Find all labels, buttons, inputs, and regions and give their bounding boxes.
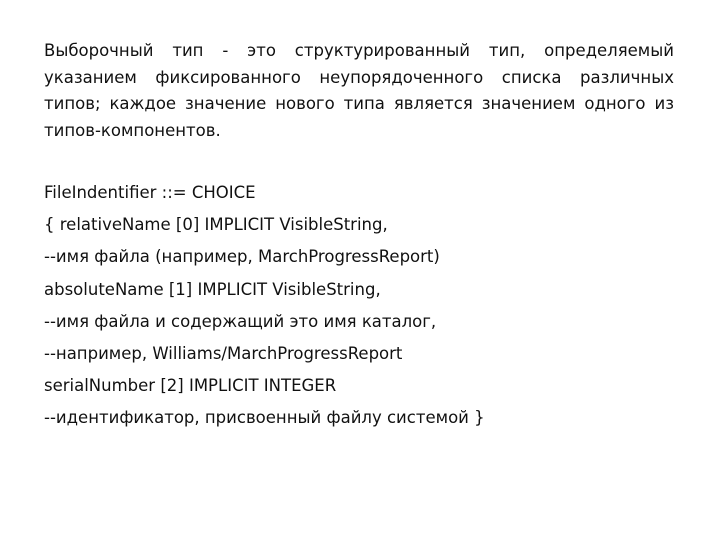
code-line: --например, Williams/MarchProgressReport [44, 343, 403, 363]
code-listing [44, 180, 684, 438]
code-line: --имя файла и содержащий это имя каталог, [44, 311, 437, 331]
code-line: { relativeName [0] IMPLICIT VisibleString, [44, 215, 388, 235]
code-line: --имя файла (например, MarchProgressReport) [44, 247, 440, 267]
code-line: absoluteName [1] IMPLICIT VisibleString, [44, 279, 381, 299]
code-line: serialNumber [2] IMPLICIT INTEGER [44, 376, 337, 396]
intro-paragraph: Выборочный тип - это структурированный тип, определяемый указанием фиксированного неупорядоченного списка различных типов; каждое значение нового типа является значением одного из типов-компонентов. [44, 41, 674, 140]
code-line: FileIndentifier ::= CHOICE [44, 183, 256, 202]
code-line: --идентификатор, присвоенный файлу системой } [44, 408, 485, 428]
